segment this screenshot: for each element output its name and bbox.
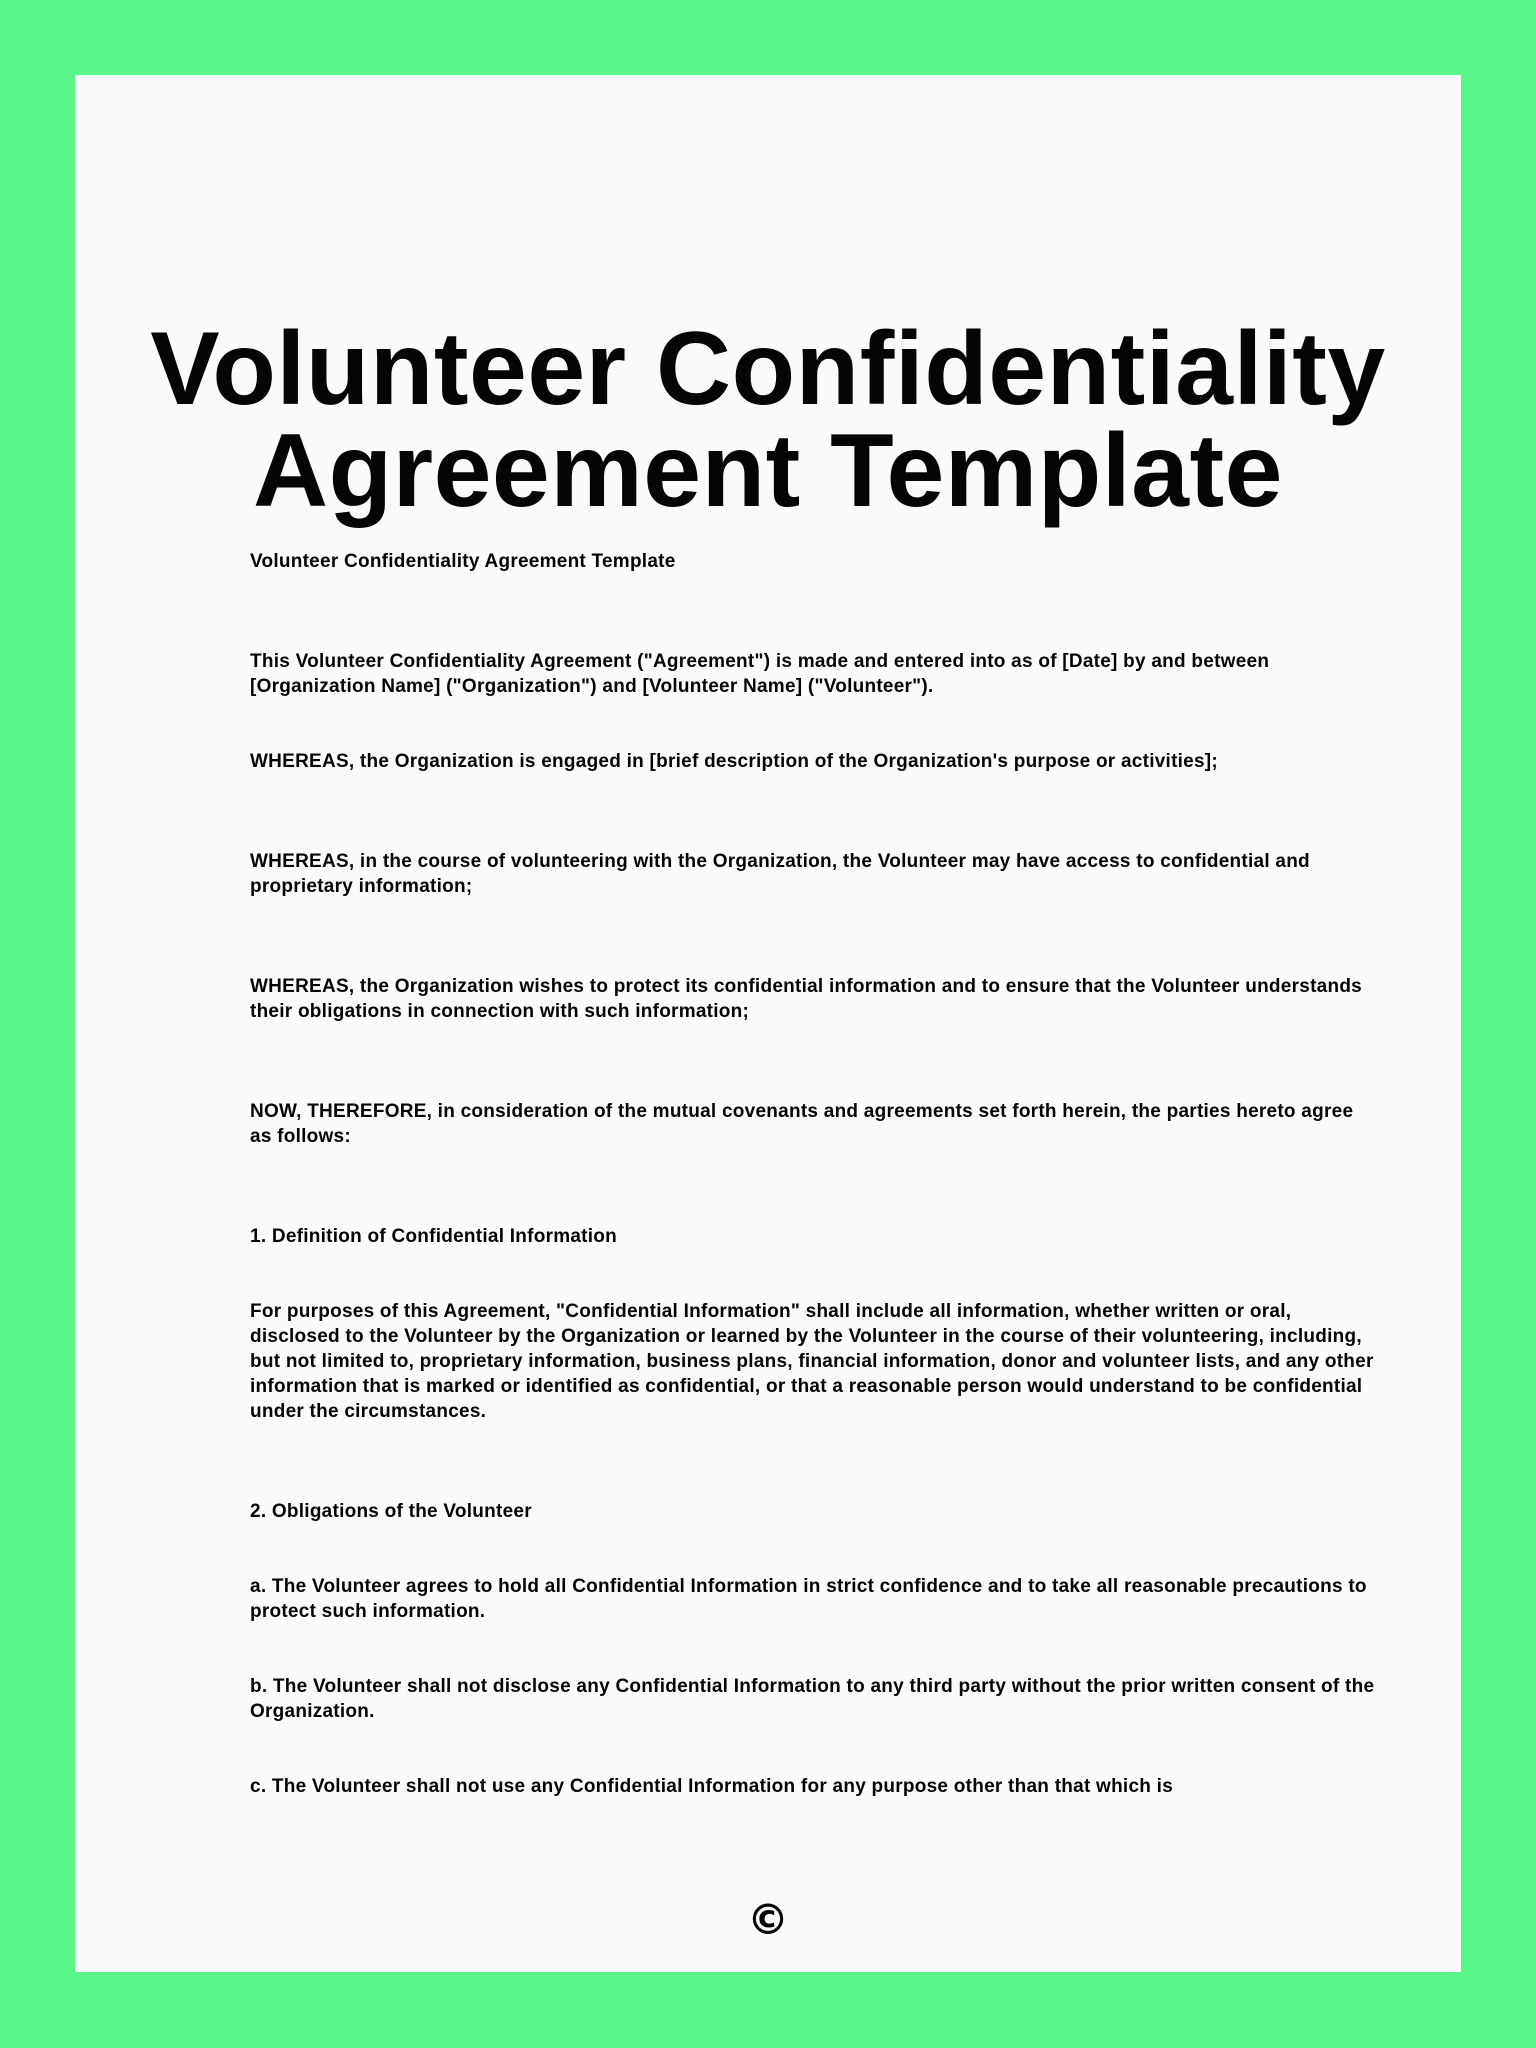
title-line-1: Volunteer Confidentiality: [150, 311, 1386, 427]
obligation-b: b. The Volunteer shall not disclose any Confidential Information to any third party without the prior written consent of the Organization.: [250, 1676, 1375, 1722]
body-heading: Volunteer Confidentiality Agreement Template: [250, 551, 676, 572]
section-1-paragraph: For purposes of this Agreement, "Confidential Information" shall include all information, whether written or oral, disclosed to the Volunteer by the Organization or learned by the Volunteer in the course of their volunteering, including, but not limited to, proprietary information, business plans, financial information, donor and volunteer lists, and any other information that is marked or identified as confidential, or that a reasonable person would understand to be confidential under the circumstances.: [250, 1301, 1374, 1422]
copyright-icon: ©: [747, 1895, 789, 1944]
now-therefore-paragraph: NOW, THEREFORE, in consideration of the mutual covenants and agreements set forth herein, the parties hereto agree as follows:: [250, 1101, 1354, 1147]
section-2-heading: 2. Obligations of the Volunteer: [250, 1501, 532, 1522]
whereas-paragraph-3: WHEREAS, the Organization wishes to protect its confidential information and to ensure that the Volunteer understands their obligations in connection with such information;: [250, 976, 1362, 1022]
document-page: [75, 75, 1461, 1972]
title-line-2: Agreement Template: [252, 413, 1283, 529]
intro-paragraph: This Volunteer Confidentiality Agreement ("Agreement") is made and entered into as of [Date] by and between [Organization Name] ("Organization") and [Volunteer Name] ("Volunteer").: [250, 651, 1270, 697]
obligation-a: a. The Volunteer agrees to hold all Confidential Information in strict confidence and to take all reasonable precautions to protect such information.: [250, 1576, 1367, 1622]
whereas-paragraph-2: WHEREAS, in the course of volunteering with the Organization, the Volunteer may have access to confidential and proprietary information;: [250, 851, 1310, 897]
whereas-paragraph-1: WHEREAS, the Organization is engaged in [brief description of the Organization's purpose or activities];: [250, 751, 1218, 772]
document-title: [75, 311, 1461, 529]
obligation-c: c. The Volunteer shall not use any Confidential Information for any purpose other than that which is: [250, 1776, 1174, 1797]
section-1-heading: 1. Definition of Confidential Information: [250, 1226, 618, 1247]
